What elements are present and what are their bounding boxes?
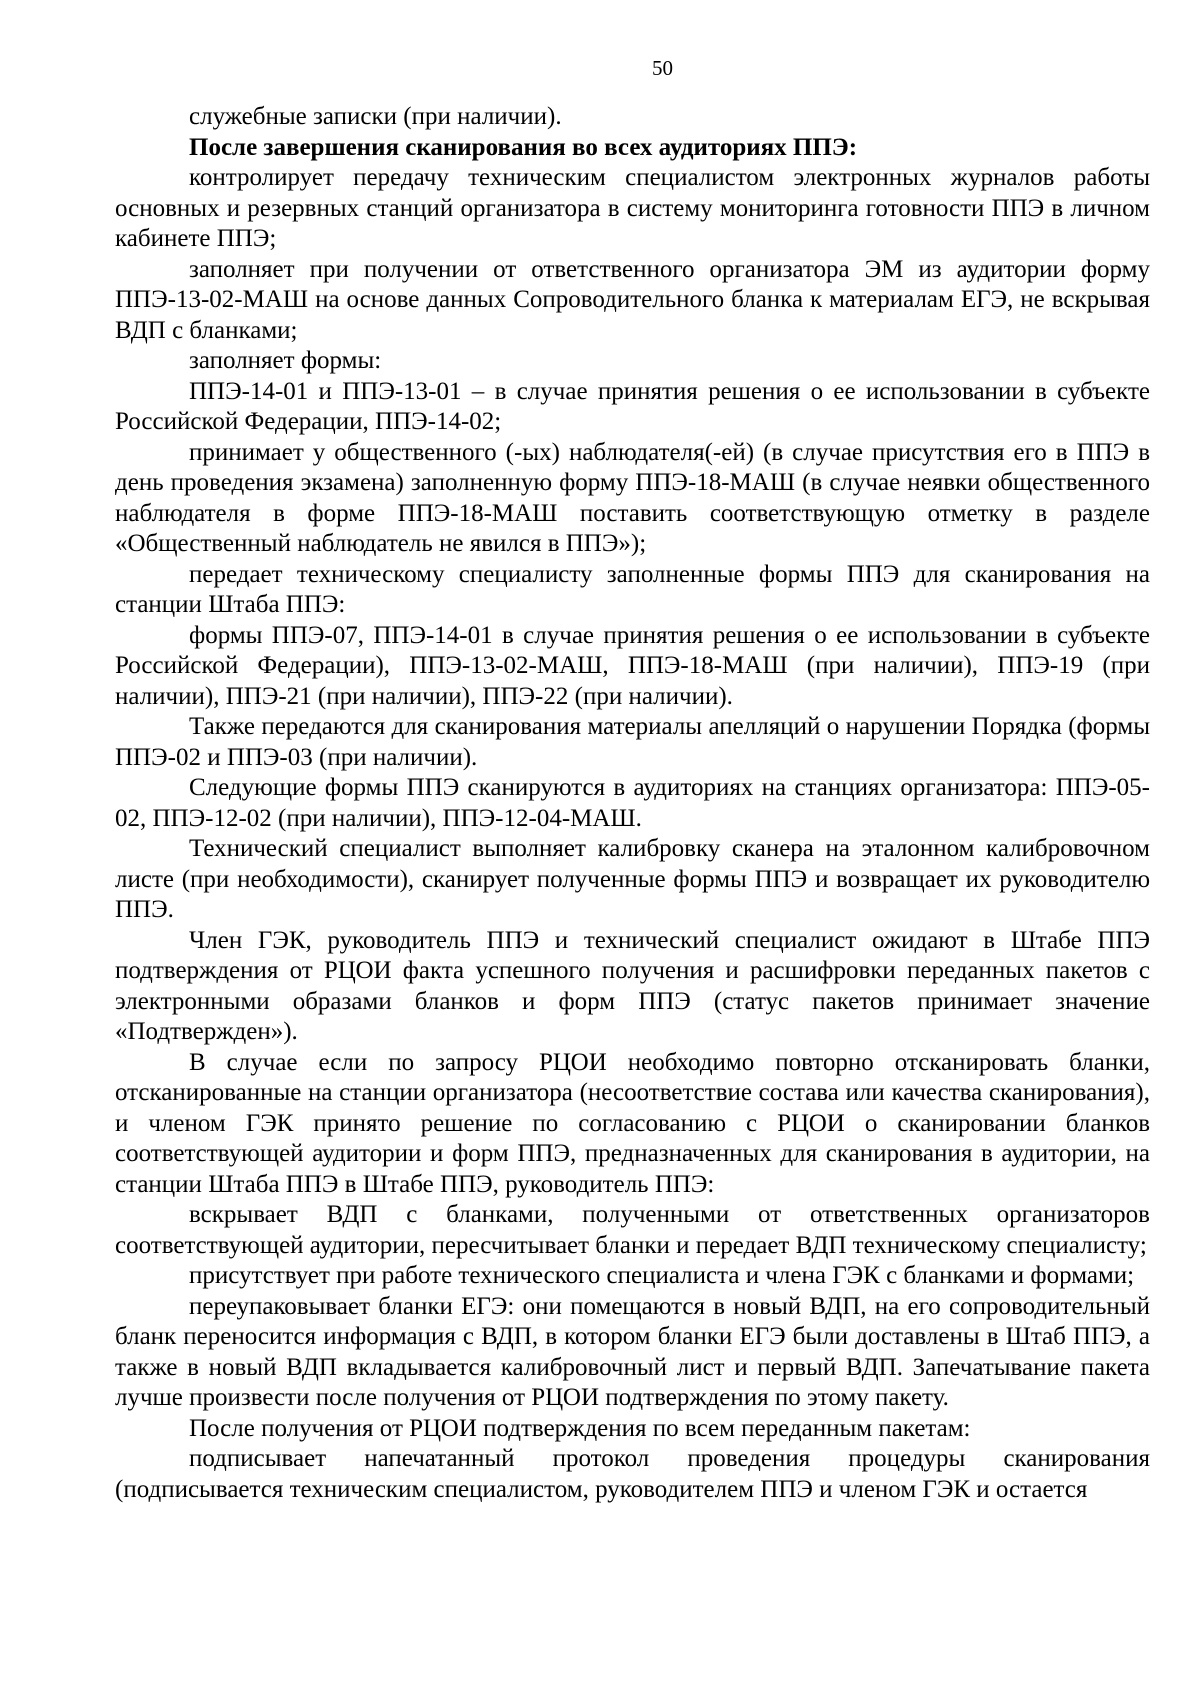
paragraph: заполняет формы: (189, 347, 382, 374)
paragraph: контролирует передачу техническим специалистом электронных журналов работы основных и резервных станций организатора в систему мониторинга готовности ППЭ в личном кабинете ППЭ; (115, 164, 1150, 252)
paragraph: подписывает напечатанный протокол проведения процедуры сканирования (подписывается техническим специалистом, руководителем ППЭ и членом ГЭК и остается (115, 1445, 1150, 1503)
paragraph: присутствует при работе технического специалиста и члена ГЭК с бланками и формами; (189, 1262, 1135, 1289)
paragraph: формы ППЭ-07, ППЭ-14-01 в случае принятия решения о ее использовании в субъекте Российской Федерации), ППЭ-13-02-МАШ, ППЭ-18-МАШ (при наличии), ППЭ-19 (при наличии), ППЭ-21 (при наличии), ППЭ-22 (при наличии). (115, 621, 1150, 710)
paragraph: передает техническому специалисту заполненные формы ППЭ для сканирования на станции Штаба ППЭ: (115, 560, 1150, 618)
paragraph: заполняет при получении от ответственного организатора ЭМ из аудитории форму ППЭ-13-02-МАШ на основе данных Сопроводительного бланка к материалам ЕГЭ, не вскрывая ВДП с бланками; (115, 255, 1150, 344)
paragraph: ППЭ-14-01 и ППЭ-13-01 – в случае принятия решения о ее использовании в субъекте Российской Федерации, ППЭ-14-02; (115, 377, 1150, 435)
paragraph: Член ГЭК, руководитель ППЭ и технический специалист ожидают в Штабе ППЭ подтверждения от РЦОИ факта успешного получения и расшифровки переданных пакетов с электронными образами бланков и форм ППЭ (статус пакетов принимает значение «Подтвержден»). (115, 926, 1150, 1045)
paragraph: принимает у общественного (-ых) наблюдателя(-ей) (в случае присутствия его в ППЭ в день проведения экзамена) заполненную форму ППЭ-18-МАШ (в случае неявки общественного наблюдателя в форме ППЭ-18-МАШ поставить соответствующую отметку в разделе «Общественный наблюдатель не явился в ППЭ»); (115, 438, 1150, 557)
page-number: 50 (652, 56, 673, 80)
paragraph: В случае если по запросу РЦОИ необходимо повторно отсканировать бланки, отсканированные на станции организатора (несоответствие состава или качества сканирования), и членом ГЭК принято решение по согласованию с РЦОИ о сканировании бланков соответствующей аудитории и форм ППЭ, предназначенных для сканирования в аудитории, на станции Штаба ППЭ в Штабе ППЭ, руководитель ППЭ: (115, 1048, 1150, 1198)
paragraph: Следующие формы ППЭ сканируются в аудиториях на станциях организатора: ППЭ-05-02, ППЭ-12-02 (при наличии), ППЭ-12-04-МАШ. (115, 774, 1150, 832)
paragraph: Также передаются для сканирования материалы апелляций о нарушении Порядка (формы ППЭ-02 и ППЭ-03 (при наличии). (115, 713, 1150, 771)
paragraph: После получения от РЦОИ подтверждения по всем переданным пакетам: (189, 1414, 971, 1442)
paragraph: вскрывает ВДП с бланками, полученными от ответственных организаторов соответствующей аудитории, пересчитывает бланки и передает ВДП техническому специалисту; (115, 1201, 1150, 1259)
document-body (115, 102, 1150, 1505)
section-heading: После завершения сканирования во всех аудиториях ППЭ: (189, 133, 858, 161)
paragraph: переупаковывает бланки ЕГЭ: они помещаются в новый ВДП, на его сопроводительный бланк переносится информация с ВДП, в котором бланки ЕГЭ были доставлены в Штаб ППЭ, а также в новый ВДП вкладывается калибровочный лист и первый ВДП. Запечатывание пакета лучше произвести после получения от РЦОИ подтверждения по этому пакету. (115, 1292, 1150, 1411)
paragraph: Технический специалист выполняет калибровку сканера на эталонном калибровочном листе (при необходимости), сканирует полученные формы ППЭ и возвращает их руководителю ППЭ. (115, 835, 1150, 923)
paragraph: служебные записки (при наличии). (189, 103, 562, 130)
